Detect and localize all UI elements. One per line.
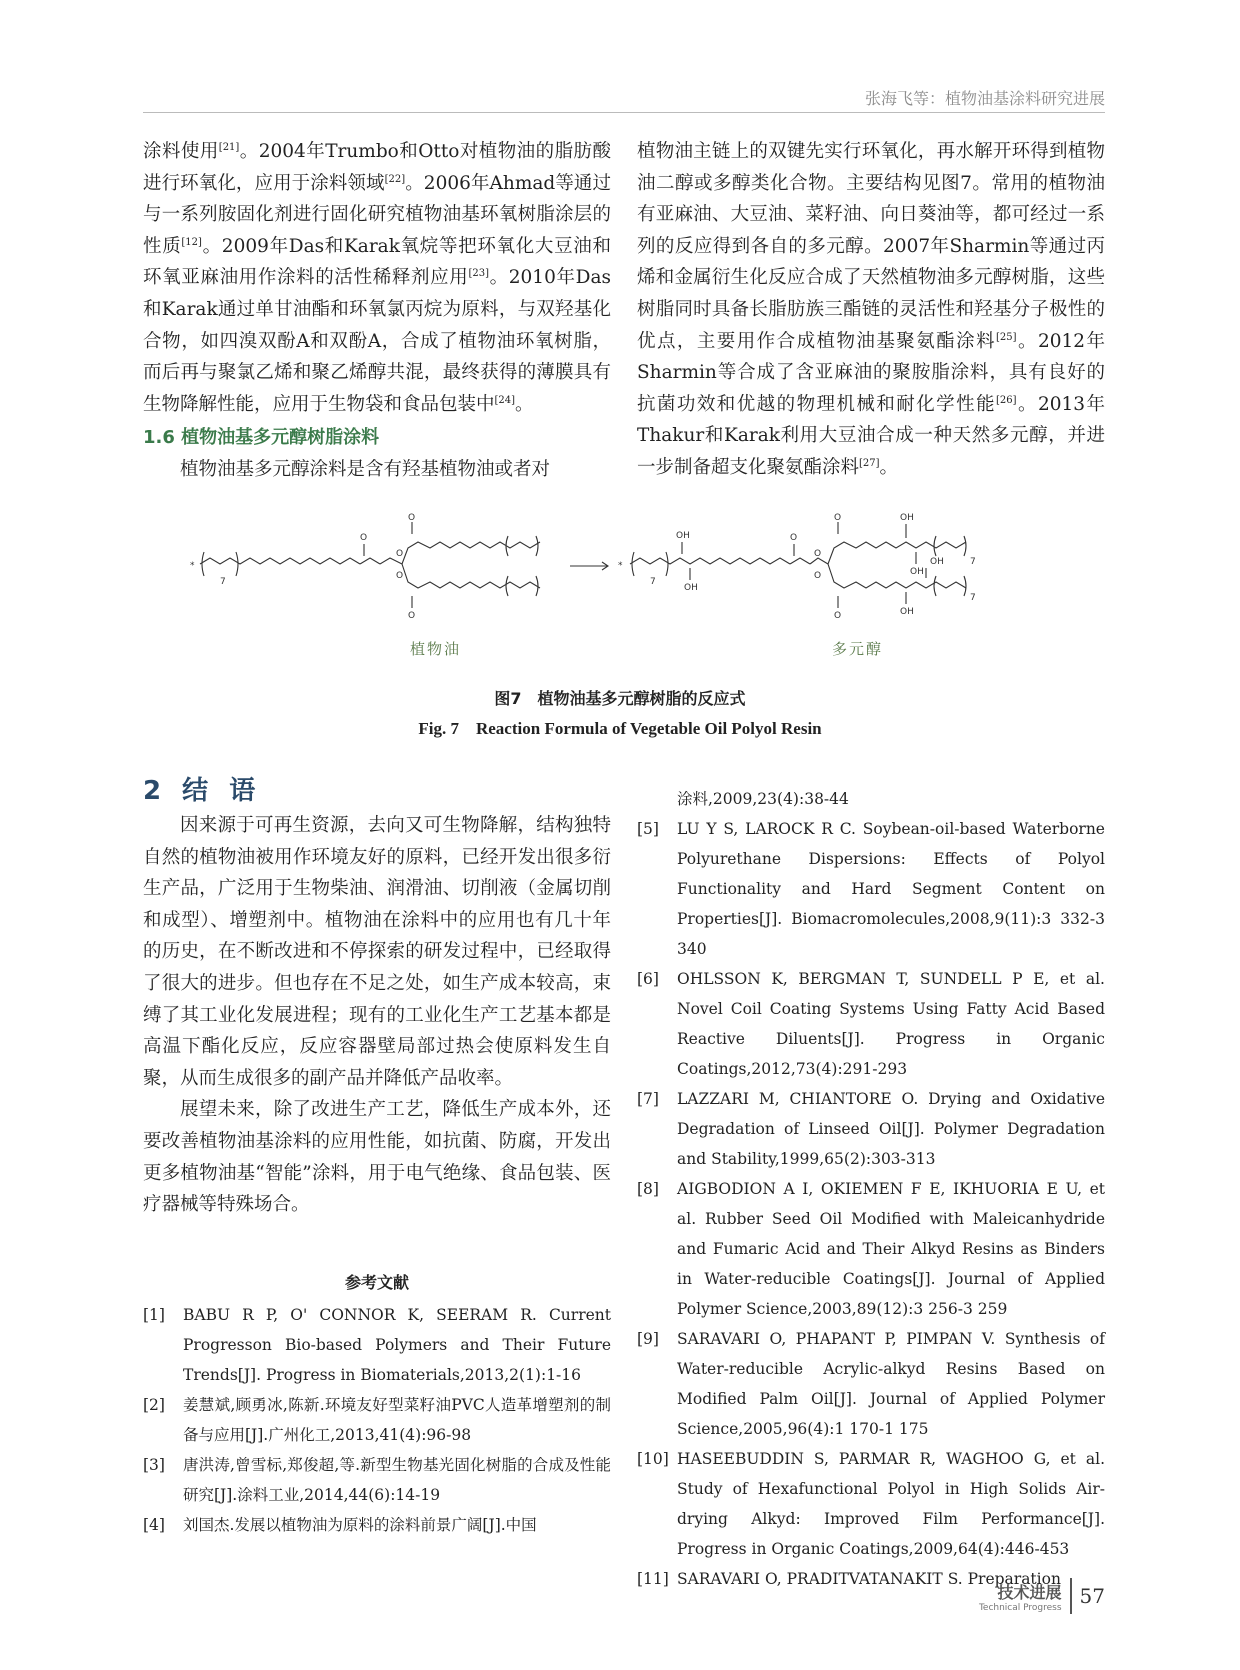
subscript-seven: 7 [220, 577, 226, 587]
oxygen-label: O [834, 611, 842, 621]
oxygen-label: O [408, 611, 416, 621]
footer-divider [1070, 1578, 1072, 1614]
footer-section-cn: 技术进展 [997, 1582, 1062, 1602]
fatty-chain [402, 564, 540, 588]
citation-marker: [12] [181, 236, 202, 248]
header-rule [143, 112, 1105, 113]
fatty-chain [630, 558, 790, 564]
citation-marker: [22] [384, 173, 406, 185]
reference-item: [6] OHLSSON K, BERGMAN T, SUNDELL P E, et al. Novel Coil Coating Systems Using Fatty Acid Based Reactive Diluents[J]. Progress in Organic Coatings,2012,73(4):291-293 [637, 970, 1105, 1078]
fatty-chain [402, 542, 540, 564]
oxygen-label: O [360, 533, 368, 543]
citation-marker: [23] [468, 268, 489, 280]
oxygen-label: O [834, 513, 842, 523]
ester-link [360, 558, 380, 564]
citation-marker: [25] [996, 331, 1017, 343]
reference-item: [4] 刘国杰.发展以植物油为原料的涂料前景广阔[J].中国 [143, 1516, 537, 1534]
hydroxyl-label: OH [676, 531, 690, 541]
fatty-chain [828, 542, 966, 564]
ester-link [790, 558, 810, 564]
section-heading-2: 2 结 语 [143, 776, 262, 806]
section-heading-1-6: 1.6 植物油基多元醇树脂涂料 [143, 427, 380, 449]
figure-caption-en: Fig. 7 Reaction Formula of Vegetable Oil Polyol Resin [418, 719, 822, 738]
left-column-top [143, 136, 611, 486]
hydroxyl-label: OH [684, 583, 698, 593]
reference-item: [5] LU Y S, LAROCK R C. Soybean-oil-based Waterborne Polyurethane Dispersions: Effects of Polyol Functionality and Hard Segment Content on Properties[J]. Biomacromolecules,2008,9(11):3 332-3 340 [637, 820, 1105, 958]
bracket [236, 552, 238, 576]
reference-item: [2] 姜慧斌,顾勇冰,陈新.环境友好型菜籽油PVC人造革增塑剂的制备与应用[J].广州化工,2013,41(4):96-98 [143, 1396, 611, 1444]
reaction-figure [190, 508, 1060, 656]
references-title: 参考文献 [344, 1273, 409, 1292]
right-column-top [637, 136, 1105, 484]
page-footer [979, 1578, 1105, 1614]
figure-label-vegetable-oil: 植物油 [410, 640, 462, 658]
citation-marker: [24] [494, 394, 516, 406]
reference-item: [1] BABU R P, O' CONNOR K, SEERAM R. Current Progresson Bio-based Polymers and Their Future Trends[J]. Progress in Biomaterials,2013,2(1):1-16 [143, 1306, 611, 1384]
bracket [536, 536, 538, 556]
paragraph: 展望未来，除了改进生产工艺，降低生产成本外，还要改善植物油基涂料的应用性能，如抗菌、防腐，开发出更多植物油基“智能”涂料，用于电气绝缘、食品包装、医疗器械等特殊场合。 [143, 1099, 611, 1216]
reference-item: [10] HASEEBUDDIN S, PARMAR R, WAGHOO G, et al. Study of Hexafunctional Polyol in High Solids Air-drying Alkyd: Improved Film Performance[J]. Progress in Organic Coatings,2009,64(4):446-453 [637, 1450, 1105, 1558]
paragraph: 因来源于可再生资源，去向又可生物降解，结构独特自然的植物油被用作环境友好的原料，已经开发出很多衍生产品，广泛用于生物柴油、润滑油、切削液（金属切削和成型）、增塑剂中。植物油在涂料中的应用也有几十年的历史，在不断改进和不停探索的研发过程中，已经取得了很大的进步。但也存在不足之处，如生产成本较高，束缚了其工业化发展进程；现有的工业化生产工艺基本都是高温下酯化反应，反应容器壁局部过热会使原料发生自聚，从而生成很多的副产品并降低产品收率。 [143, 815, 611, 1089]
hydroxyl-label: OH [900, 607, 914, 617]
oxygen-label: O [814, 549, 822, 559]
oxygen-label: O [814, 571, 822, 581]
fatty-chain [200, 558, 360, 564]
reference-item: [7] LAZZARI M, CHIANTORE O. Drying and Oxidative Degradation of Linseed Oil[J]. Polymer Degradation and Stability,1999,65(2):303-313 [637, 1090, 1105, 1168]
reference-continuation: 涂料,2009,23(4):38-44 [677, 790, 849, 808]
fatty-chain [828, 564, 966, 588]
hydroxyl-label: OH [930, 557, 944, 567]
end-marker: * [618, 561, 623, 571]
paragraph: 涂料使用[21]。2004年Trumbo和Otto对植物油的脂肪酸进行环氧化，应用于涂料领域[22]。2006年Ahmad等通过与一系列胺固化剂进行固化研究植物油基环氧树脂涂层的性质[12]。2009年Das和Karak氧烷等把环氧化大豆油和环氧亚麻油用作涂料的活性稀释剂应用[23]。2010年Das和Karak通过单甘油酯和环氧氯丙烷为原料，与双羟基化合物，如四溴双酚A和双酚A，合成了植物油环氧树脂，而后再与聚氯乙烯和聚乙烯醇共混，最终获得的薄膜具有生物降解性能，应用于生物袋和食品包装中[24]。 [143, 141, 611, 415]
citation-marker: [26] [996, 394, 1017, 406]
bracket [964, 536, 966, 556]
bracket [632, 552, 634, 576]
bracket [934, 576, 936, 596]
hydroxyl-label: OH [900, 513, 914, 523]
oxygen-label: O [408, 513, 416, 523]
reference-item: [9] SARAVARI O, PHAPANT P, PIMPAN V. Synthesis of Water-reducible Acrylic-alkyd Resins Based on Modified Palm Oil[J]. Journal of Applied Polymer Science,2005,96(4):1 170-1 175 [637, 1330, 1105, 1438]
references-right [637, 784, 1105, 1594]
reference-item: [8] AIGBODION A I, OKIEMEN F E, IKHUORIA E U, et al. Rubber Seed Oil Modified with Maleicanhydride and Fumaric Acid and Their Alkyd Resins as Binders in Water-reducible Coatings[J]. Journal of Applied Polymer Science,2003,89(12):3 256-3 259 [637, 1180, 1105, 1318]
conclusion-body [143, 810, 611, 1221]
oxygen-label: O [396, 571, 404, 581]
bracket [202, 552, 204, 576]
citation-marker: [21] [218, 141, 240, 153]
paragraph: 植物油基多元醇涂料是含有羟基植物油或者对 [180, 458, 551, 480]
references-left [143, 1268, 611, 1540]
subscript-seven: 7 [970, 593, 976, 603]
subscript-seven: 7 [650, 577, 656, 587]
oxygen-label: O [790, 533, 798, 543]
page-number: 57 [1079, 1584, 1105, 1608]
figure-label-polyol: 多元醇 [832, 640, 884, 658]
running-title: 张海飞等：植物油基涂料研究进展 [864, 89, 1105, 108]
bracket [964, 576, 966, 596]
hydroxyl-label: OH [910, 567, 924, 577]
end-marker: * [190, 561, 195, 571]
reference-item: [11] SARAVARI O, PRADITVATANAKIT S. Preparation [637, 1570, 1061, 1588]
reaction-scheme [190, 508, 1060, 638]
reference-item: [3] 唐洪涛,曾雪标,郑俊超,等.新型生物基光固化树脂的合成及性能研究[J].涂料工业,2014,44(6):14-19 [143, 1456, 611, 1504]
paragraph: 植物油主链上的双键先实行环氧化，再水解开环得到植物油二醇或多醇类化合物。主要结构见图7。常用的植物油有亚麻油、大豆油、菜籽油、向日葵油等，都可经过一系列的反应得到各自的多元醇。2007年Sharmin等通过丙烯和金属衍生化反应合成了天然植物油多元醇树脂，这些树脂同时具备长脂肪族三酯链的灵活性和羟基分子极性的优点，主要用作合成植物油基聚氨酯涂料[25]。2012年Sharmin等合成了含亚麻油的聚胺脂涂料，具有良好的抗菌功效和优越的物理机械和耐化学性能[26]。2013年Thakur和Karak利用大豆油合成一种天然多元醇，并进一步制备超支化聚氨酯涂料[27]。 [637, 141, 1105, 478]
footer-section-en: Technical Progress [978, 1602, 1062, 1613]
bracket [666, 552, 668, 576]
oxygen-label: O [396, 549, 404, 559]
bracket [934, 536, 936, 556]
figure-caption-cn: 图7 植物油基多元醇树脂的反应式 [494, 689, 746, 708]
citation-marker: [27] [859, 457, 880, 469]
bracket [506, 576, 508, 596]
subscript-seven: 7 [970, 557, 976, 567]
